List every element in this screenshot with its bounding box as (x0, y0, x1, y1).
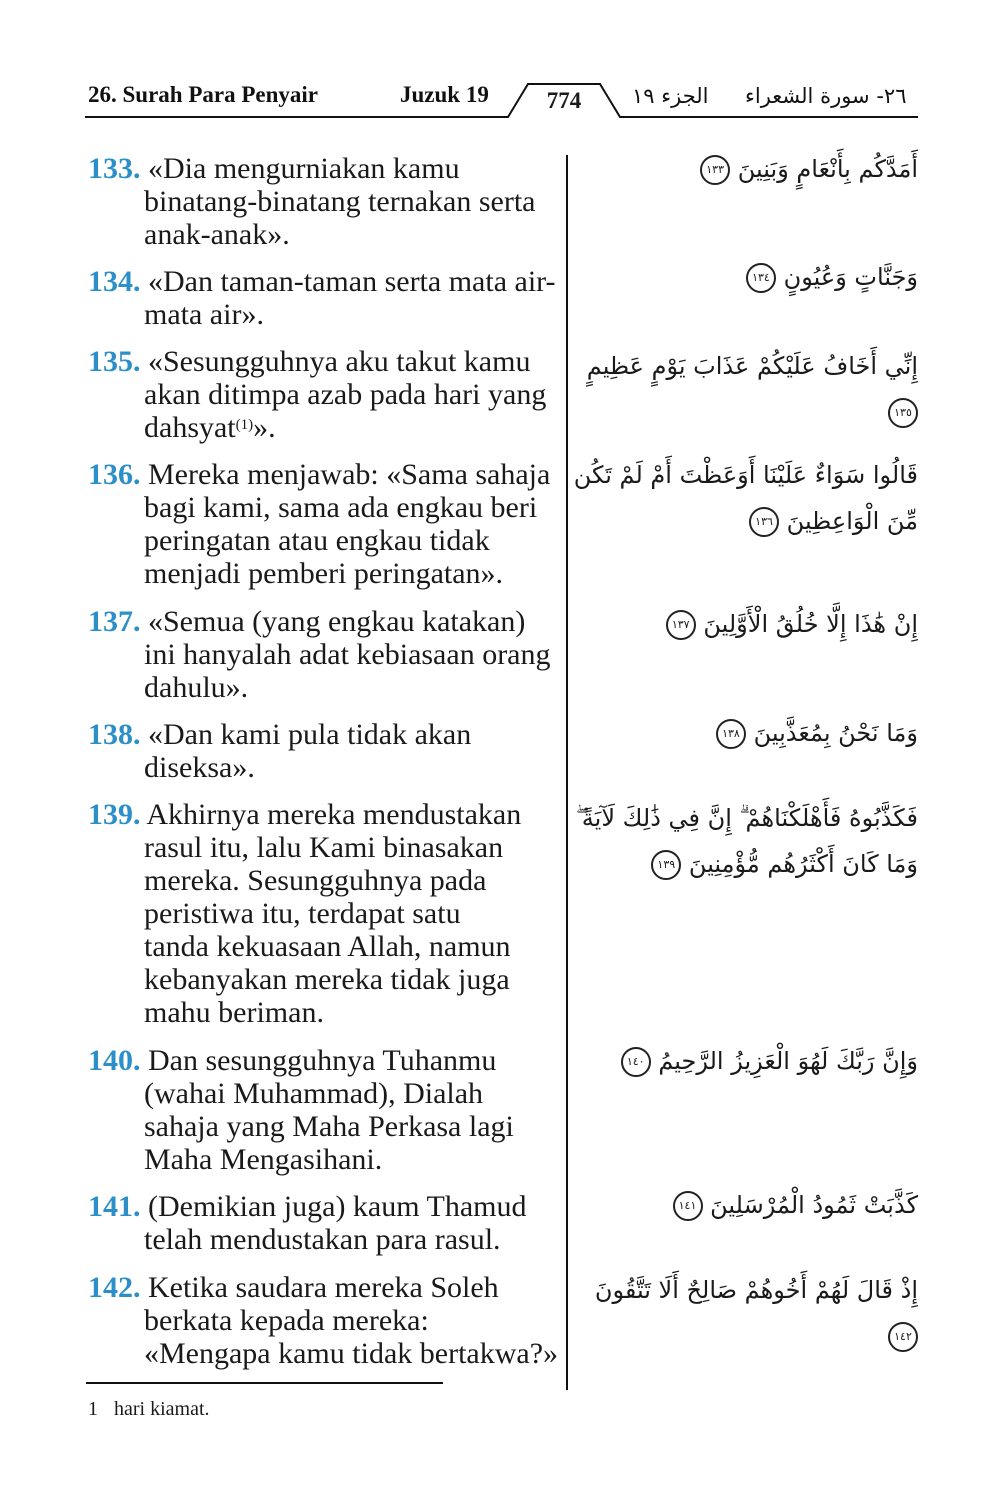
footnote-ref[interactable]: (1) (235, 417, 254, 433)
ayah-end-marker: ١٣٧ (666, 610, 696, 640)
verse-number: 142. (88, 1271, 141, 1304)
arabic-verse-136: قَالُوا سَوَاءٌ عَلَيْنَا أَوَعَظْتَ أَمْ لَمْ تَكُن مِّنَ الْوَاعِظِينَ ١٣٦ (573, 461, 918, 535)
verse-number: 137. (88, 605, 141, 638)
verse-number: 135. (88, 345, 141, 378)
verse-133: 133. «Dia mengurniakan kamu binatang-binatang ternakan serta anak-anak». (88, 152, 536, 251)
column-divider (566, 155, 568, 1390)
verse-number: 141. (88, 1190, 141, 1223)
header-rule (0, 0, 1000, 130)
verse-142: 142. Ketika saudara mereka Soleh berkata kepada mereka: «Mengapa kamu tidak bertakwa?» (88, 1271, 559, 1370)
ayah-end-marker: ١٤٠ (621, 1047, 651, 1077)
verse-number: 134. (88, 265, 141, 298)
verse-139: 139. Akhirnya mereka mendustakan rasul itu, lalu Kami binasakan mereka. Sesungguhnya pada peristiwa itu, terdapat satu tanda kekuasaan Allah, namun kebanyakan mereka tidak juga mahu beriman. (88, 798, 522, 1029)
verse-135: 135. «Sesungguhnya aku takut kamu akan ditimpa azab pada hari yang dahsyat$^{(1)}$». (88, 345, 547, 444)
surah-title-arabic: ٢٦- سورة الشعراء (745, 84, 907, 108)
verse-number: 140. (88, 1044, 141, 1077)
footnote (88, 1398, 210, 1421)
verse-134: 134. «Dan taman-taman serta mata air- mata air». (88, 265, 556, 331)
ayah-end-marker: ١٣٤ (746, 263, 776, 293)
footnote-text: hari kiamat. (114, 1398, 210, 1420)
arabic-verse-137: إِنْ هَٰذَا إِلَّا خُلُقُ الْأَوَّلِينَ ١٣٧ (573, 601, 918, 647)
verse-number: 138. (88, 718, 141, 751)
page-number: 774 (546, 88, 582, 113)
verse-137: 137. «Semua (yang engkau katakan) ini hanyalah adat kebiasaan orang dahulu». (88, 605, 551, 704)
arabic-verse-135: إِنِّي أَخَافُ عَلَيْكُمْ عَذَابَ يَوْمٍ عَظِيمٍ ١٣٥ (573, 343, 918, 435)
ayah-end-marker: ١٣٦ (749, 507, 779, 537)
verse-136: 136. Mereka menjawab: «Sama sahaja bagi kami, sama ada engkau beri peringatan atau engkau tidak menjadi pemberi peringatan». (88, 458, 551, 590)
verse-number: 136. (88, 458, 141, 491)
surah-title: 26. Surah Para Penyair (88, 82, 318, 107)
ayah-end-marker: ١٣٨ (716, 719, 746, 749)
ayah-end-marker: ١٣٥ (888, 398, 918, 428)
arabic-verse-133: أَمَدَّكُم بِأَنْعَامٍ وَبَنِينَ ١٣٣ (573, 146, 918, 192)
verse-140: 140. Dan sesungguhnya Tuhanmu (wahai Muhammad), Dialah sahaja yang Maha Perkasa lagi Maha Mengasihani. (88, 1044, 514, 1176)
ayah-end-marker: ١٤١ (673, 1191, 703, 1221)
juzuk-label: Juzuk 19 (400, 82, 489, 107)
arabic-verse-134: وَجَنَّاتٍ وَعُيُونٍ ١٣٤ (573, 254, 918, 300)
verse-number: 139. (88, 798, 141, 831)
ayah-end-marker: ١٤٢ (888, 1322, 918, 1352)
verse-141: 141. (Demikian juga) kaum Thamud telah mendustakan para rasul. (88, 1190, 527, 1256)
arabic-verse-140: وَإِنَّ رَبَّكَ لَهُوَ الْعَزِيزُ الرَّحِيمُ ١٤٠ (573, 1038, 918, 1084)
arabic-verse-139: فَكَذَّبُوهُ فَأَهْلَكْنَاهُمْ ۗ إِنَّ فِي ذَٰلِكَ لَآيَةً ۖ وَمَا كَانَ أَكْثَرُهُم مُّؤْمِنِينَ ١٣٩ (575, 804, 918, 878)
arabic-verse-141: كَذَّبَتْ ثَمُودُ الْمُرْسَلِينَ ١٤١ (573, 1182, 918, 1228)
verse-number: 133. (88, 152, 141, 185)
ayah-end-marker: ١٣٩ (651, 850, 681, 880)
ayah-end-marker: ١٣٣ (700, 155, 730, 185)
verse-138: 138. «Dan kami pula tidak akan diseksa». (88, 718, 472, 784)
arabic-verse-138: وَمَا نَحْنُ بِمُعَذَّبِينَ ١٣٨ (573, 710, 918, 756)
footnote-number: 1 (88, 1398, 98, 1420)
footnote-rule (86, 1382, 443, 1384)
arabic-verse-142: إِذْ قَالَ لَهُمْ أَخُوهُمْ صَالِحٌ أَلَا تَتَّقُونَ ١٤٢ (573, 1267, 918, 1359)
juz-arabic: الجزء ١٩ (632, 84, 709, 108)
